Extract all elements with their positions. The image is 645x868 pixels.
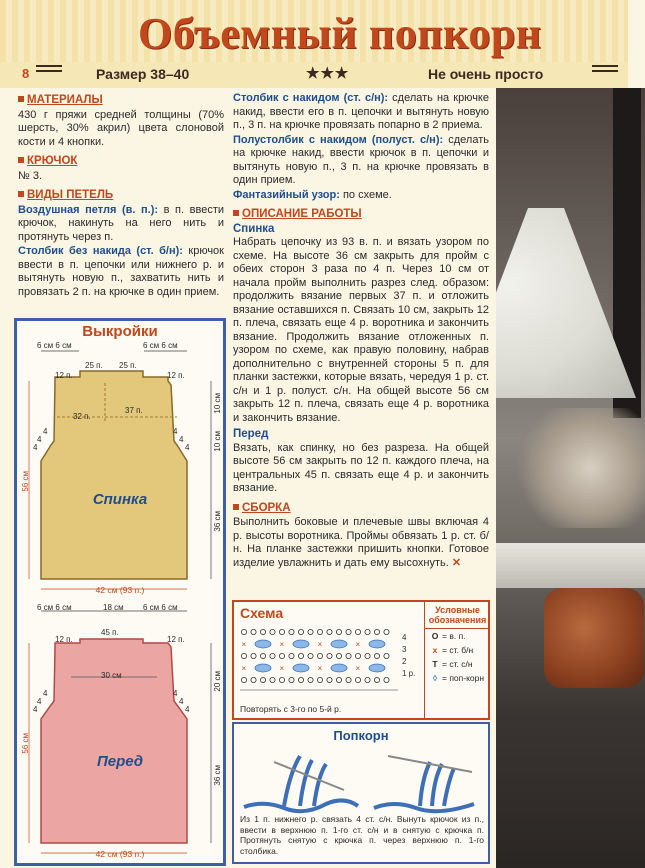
section-title: ВИДЫ ПЕТЕЛЬ <box>18 189 224 203</box>
front-label: Перед <box>96 753 144 770</box>
loop-item: Столбик без накида (ст. б/н): крючок ввести в п. цепочки или нижнего р. и вытянуть новую п., захватить нить и провязать 2 п. на крючке в один прием. <box>18 245 224 298</box>
materials-text: 430 г пряжи средней толщины (70% шерсть, 30% акрил) цвета слоновой кости и 4 кнопки. <box>18 108 224 148</box>
dim-label: 6 см 6 см <box>37 341 72 350</box>
popcorn-symbol <box>255 640 271 648</box>
dim-label: 37 п. <box>125 406 143 415</box>
dim-label: 12 п. <box>167 635 185 644</box>
chain-symbol <box>384 677 389 682</box>
popcorn-symbol <box>369 640 385 648</box>
chain-symbol <box>346 653 351 658</box>
chain-symbol <box>260 653 265 658</box>
chain-symbol <box>365 629 370 634</box>
chain-symbol <box>355 677 360 682</box>
popcorn-title: Попкорн <box>333 728 389 743</box>
patterns-title: Выкройки <box>82 323 158 340</box>
dim-label: 42 см (93 п.) <box>95 585 145 595</box>
chain-symbol <box>279 677 284 682</box>
loop-item: Столбик с накидом (ст. с/н): сделать на крючке накид, ввести его в п. цепочки и вытянуть новую п., 3 п. на крючке провязать попарно в 2 приема. <box>233 92 489 131</box>
section-title: МАТЕРИАЛЫ <box>18 94 224 108</box>
single-crochet-symbol: × <box>241 640 247 649</box>
photo-shelf <box>496 543 645 588</box>
chain-symbol <box>289 629 294 634</box>
back-label: Спинка <box>92 491 148 508</box>
dim-label: 6 см 6 см <box>37 603 72 612</box>
dim-label: 4 <box>33 443 38 452</box>
legend-title: Условные обозначения <box>425 602 490 629</box>
legend-item: ◊ = поп-корн <box>432 673 485 683</box>
back-text: Набрать цепочку из 93 в. п. и вязать узором по схеме. На высоте 36 см закрыть для пройм с обеих сторон 3 раза по 4 п. Через 10 см от начала пройм выполнить разрез след. образом: продолжить вязание первых 37 п. и отложить вязание оставшихся п. Связать 10 см, закрыть 12 п. плеча, связать еще 4 р. воротника и закончить вязание. Продолжить вязание отложенных п. узором по схеме, как правую половину, набрав дополнительно с внутренней стороны 5 п. для планки застежки, которые вязать, чередуя 1 р. ст. с/н и 1 р. полуст. с/н. На общей высоте 56 см закрыть 12 п. плеча, связать еще 4 р. воротника и закончить вязание. <box>233 236 489 424</box>
middle-text-column <box>233 92 489 571</box>
lines-icon <box>36 65 62 79</box>
single-crochet-symbol: × <box>355 640 361 649</box>
product-photo <box>496 88 645 868</box>
single-crochet-symbol: × <box>241 664 247 673</box>
dim-label: 4 <box>179 697 184 706</box>
chain-symbol <box>327 677 332 682</box>
dim-label: 4 <box>37 697 42 706</box>
loop-item: Полустолбик с накидом (полуст. с/н): сделать на крючке накид, ввести крючок в п. цепочки и вытянуть новую п., 3 п. на крючке провязать в один прием. <box>233 133 489 186</box>
chain-symbol <box>251 677 256 682</box>
chain-symbol <box>346 629 351 634</box>
dim-label: 25 п. <box>119 361 137 370</box>
chain-symbol <box>317 677 322 682</box>
dim-label: 4 <box>43 427 48 436</box>
dim-label: 4 <box>37 435 42 444</box>
chain-symbol <box>308 653 313 658</box>
page-number: 8 <box>22 66 30 81</box>
difficulty-label: Не очень просто <box>428 66 544 82</box>
dim-label: 10 см <box>213 431 222 452</box>
dim-label: 4 <box>43 689 48 698</box>
chain-symbol <box>251 629 256 634</box>
chain-symbol <box>289 677 294 682</box>
dim-label: 4 <box>173 427 178 436</box>
dim-label: 20 см <box>213 671 222 692</box>
dim-label: 4 <box>185 443 190 452</box>
dim-label: 12 п. <box>55 635 73 644</box>
dim-label: 56 см <box>21 733 30 754</box>
popcorn-symbol <box>293 640 309 648</box>
front-subtitle: Перед <box>233 428 269 440</box>
chain-symbol <box>336 677 341 682</box>
chain-symbol <box>270 629 275 634</box>
chain-symbol <box>336 629 341 634</box>
chain-symbol <box>308 629 313 634</box>
chain-symbol <box>260 629 265 634</box>
chain-symbol <box>365 653 370 658</box>
chain-symbol <box>279 629 284 634</box>
assembly-text: Выполнить боковые и плечевые швы включая 4 р. высоты воротника. Проймы обвязать 1 р. ст. б/н. На планке застежки пришить кнопки. Готовое изделие увлажнить и дать ему высохнуть. ✕ <box>233 516 489 569</box>
chain-symbol <box>374 629 379 634</box>
dim-label: 36 см <box>213 511 222 532</box>
scheme-title: Схема <box>240 605 284 621</box>
dim-label: 4 <box>185 705 190 714</box>
dim-label: 36 см <box>213 765 222 786</box>
chain-symbol <box>289 653 294 658</box>
patterns-panel <box>14 318 226 866</box>
dim-label: 32 п. <box>73 412 91 421</box>
hook-icon <box>388 756 472 772</box>
dim-label: 42 см (93 п.) <box>95 849 145 859</box>
lines-icon <box>592 65 618 79</box>
page-title: Объемный попкорн <box>138 9 542 58</box>
chain-symbol <box>346 677 351 682</box>
hook-text: № 3. <box>18 169 43 182</box>
chain-symbol <box>355 653 360 658</box>
chain-symbol <box>384 629 389 634</box>
chain-symbol <box>251 653 256 658</box>
popcorn-symbol <box>331 640 347 648</box>
dim-label: 6 см 6 см <box>143 603 178 612</box>
dim-label: 4 <box>33 705 38 714</box>
difficulty-stars: ★★★ <box>306 65 350 82</box>
chain-symbol <box>279 653 284 658</box>
left-text-column <box>18 92 224 300</box>
scheme-panel <box>232 600 490 720</box>
dim-label: 18 см <box>103 603 124 612</box>
loop-item: Воздушная петля (в. п.): в п. ввести крючок, накинуть на него нить и протянуть через п. <box>18 203 224 243</box>
dim-label: 30 см <box>101 671 122 680</box>
chain-symbol <box>241 677 246 682</box>
single-crochet-symbol: × <box>317 640 323 649</box>
chain-symbol <box>317 653 322 658</box>
scheme-grid <box>234 602 424 702</box>
scheme-legend <box>424 602 490 718</box>
chain-symbol <box>270 677 275 682</box>
chain-symbol <box>355 629 360 634</box>
chain-symbol <box>298 677 303 682</box>
single-crochet-symbol: × <box>317 664 323 673</box>
chain-symbol <box>327 629 332 634</box>
chain-symbol <box>336 653 341 658</box>
dim-label: 4 <box>173 689 178 698</box>
dim-label: 12 п. <box>167 371 185 380</box>
popcorn-symbol <box>293 664 309 672</box>
chain-symbol <box>308 677 313 682</box>
single-crochet-symbol: × <box>279 640 285 649</box>
chain-symbol <box>260 677 265 682</box>
popcorn-symbol <box>331 664 347 672</box>
chain-symbol <box>298 653 303 658</box>
chain-symbol <box>374 653 379 658</box>
back-piece <box>41 371 190 579</box>
chain-symbol <box>241 653 246 658</box>
chain-symbol <box>365 677 370 682</box>
section-title: КРЮЧОК <box>18 155 224 169</box>
chain-symbol <box>374 677 379 682</box>
chain-symbol <box>298 629 303 634</box>
chain-symbol <box>327 653 332 658</box>
photo-coral <box>506 408 645 528</box>
scheme-footer: Повторять с 3-го по 5-й р. <box>240 704 342 714</box>
scheme-row-labels: 4 3 2 1 р. <box>402 633 416 678</box>
popcorn-symbol <box>369 664 385 672</box>
dim-label: 25 п. <box>85 361 103 370</box>
dim-label: 6 см 6 см <box>143 341 178 350</box>
dim-label: 10 см <box>213 393 222 414</box>
single-crochet-symbol: × <box>355 664 361 673</box>
yarn-chain <box>374 804 474 811</box>
header <box>0 0 628 88</box>
chain-symbol <box>270 653 275 658</box>
back-subtitle: Спинка <box>233 222 275 235</box>
dim-label: 12 п. <box>55 371 73 380</box>
popcorn-panel <box>232 722 490 864</box>
dim-label: 45 п. <box>101 628 119 637</box>
photo-bowl <box>544 588 644 688</box>
chain-symbol <box>384 653 389 658</box>
legend-item: x = ст. б/н <box>432 645 474 655</box>
front-piece <box>41 639 190 843</box>
dim-label: 56 см <box>21 471 30 492</box>
legend-item: T = ст. с/н <box>432 659 473 669</box>
popcorn-text: Из 1 п. нижнего р. связать 4 ст. с/н. Вынуть крючок из п., ввести в верхнюю п. 1-го ст. с/н и в снятую с крючка п. Протянуть снятую с крючка п. через верхнюю п. 1-го столбика. <box>240 814 484 856</box>
dim-label: 4 <box>179 435 184 444</box>
chain-symbol <box>317 629 322 634</box>
legend-item: O = в. п. <box>431 631 466 641</box>
section-title: ОПИСАНИЕ РАБОТЫ <box>233 208 489 222</box>
chain-symbol <box>241 629 246 634</box>
popcorn-symbol <box>255 664 271 672</box>
single-crochet-symbol: × <box>279 664 285 673</box>
front-text: Вязать, как спинку, но без разреза. На общей высоте 56 см закрыть по 12 п. каждого плеча, на центральных 45 п. связать еще 4 р. и закончить вязание. <box>233 441 489 494</box>
popcorn-illustration <box>234 742 488 822</box>
loop-item: Фантазийный узор: по схеме. <box>233 188 392 201</box>
size-label: Размер 38–40 <box>96 66 190 82</box>
section-title: СБОРКА <box>233 502 489 516</box>
